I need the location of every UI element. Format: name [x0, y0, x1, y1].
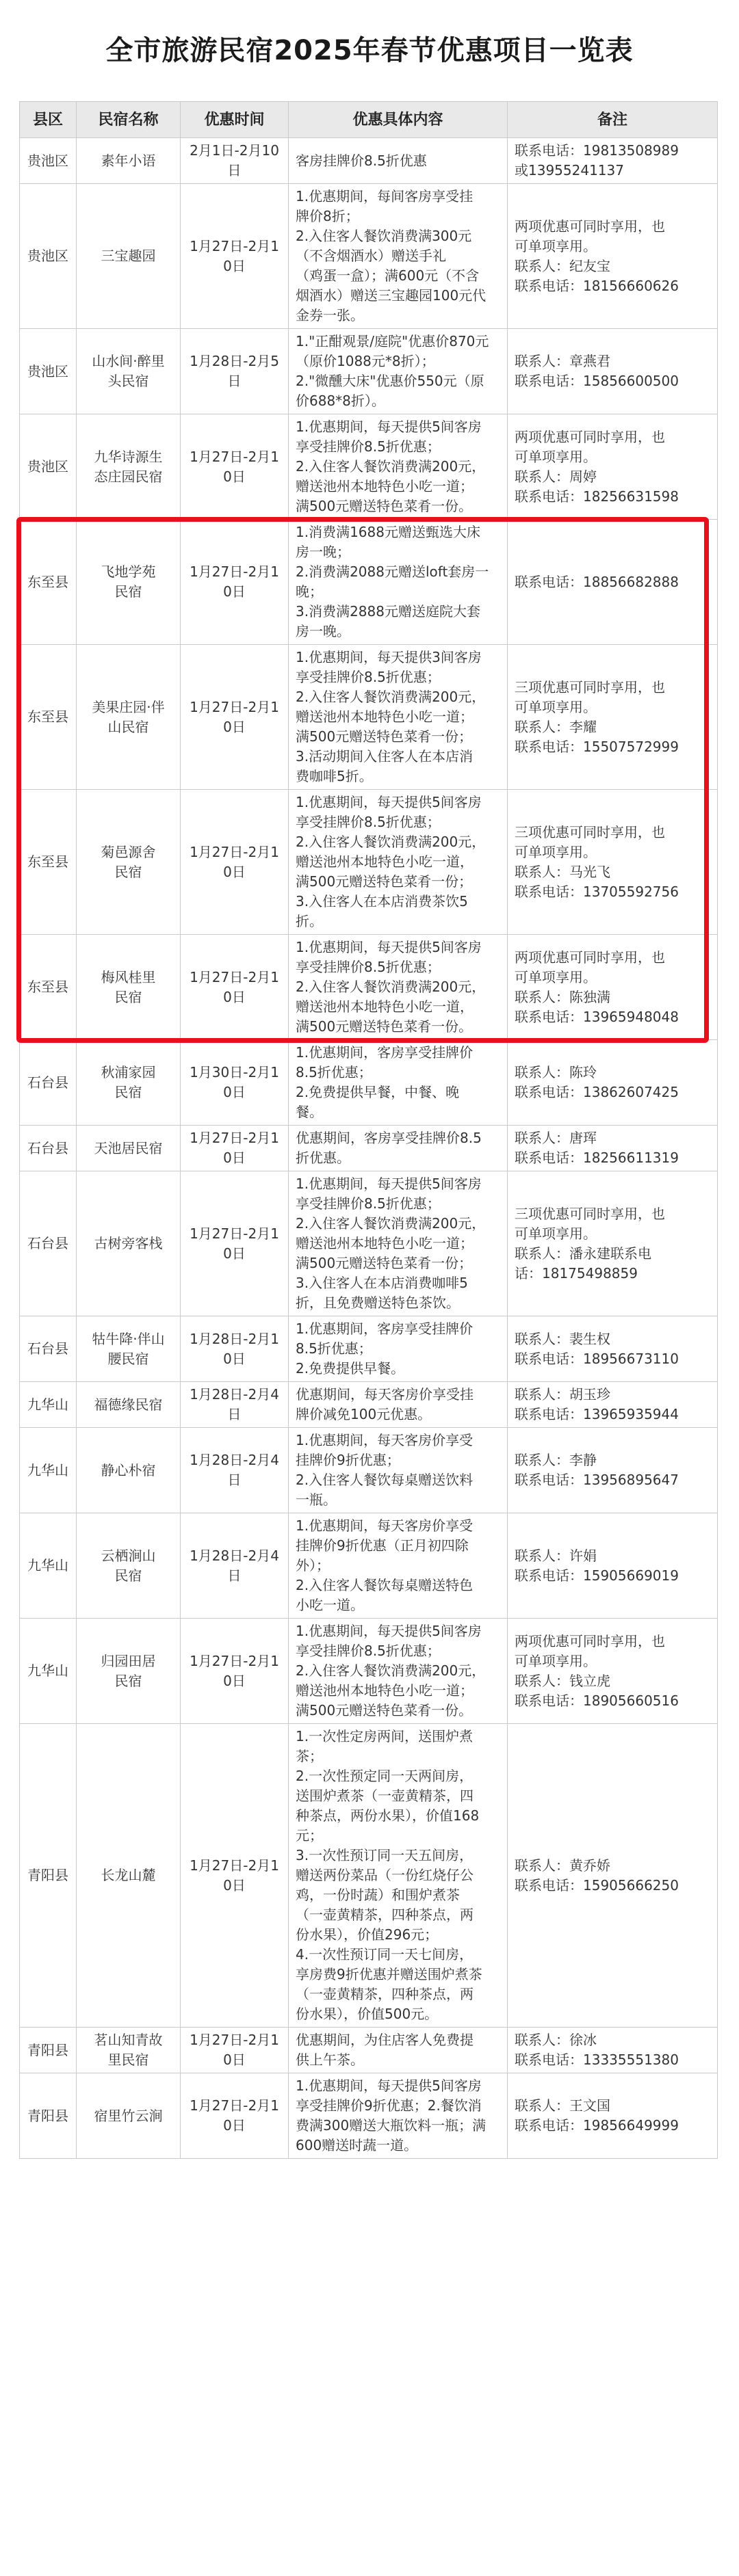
remark-line: 话：18175498859: [515, 1264, 638, 1282]
remark-line: 三项优惠可同时享用，也: [515, 823, 665, 840]
remarks-cell: [508, 2073, 718, 2159]
remarks-cell: [508, 1171, 718, 1316]
offer-detail-line: （原价1088元*8折）；: [296, 353, 435, 369]
homestay-name-line: 云栖涧山: [101, 1547, 156, 1564]
offer-detail-line: 享受挂牌价8.5折优惠；: [296, 814, 441, 830]
county-cell: 贵池区: [20, 414, 77, 520]
remark-line: 联系人：周婷: [515, 468, 597, 485]
remarks-cell: [508, 935, 718, 1040]
homestay-name-line: 民宿: [114, 988, 142, 1005]
offer-detail-line: 2.入住客人餐饮消费满200元，: [296, 689, 486, 705]
offer-period-cell: 1月27日-2月10日: [181, 520, 289, 645]
offer-detail-line: （一壶黄精茶，四种茶点，两: [296, 1986, 474, 2002]
offer-detail-line: 份水果），价值296元；: [296, 1926, 439, 1943]
table-header-row: [20, 102, 718, 138]
county-cell: 东至县: [20, 645, 77, 790]
offer-details-cell: [289, 138, 508, 184]
offer-details-cell: [289, 184, 508, 329]
offer-detail-line: 茶；: [296, 1748, 323, 1764]
offer-detail-line: 8.5折优惠；: [296, 1340, 372, 1357]
offer-period-cell: 1月27日-2月10日: [181, 184, 289, 329]
remark-line: 联系人：唐珲: [515, 1130, 597, 1146]
offer-detail-line: 房一晚。: [296, 623, 350, 639]
offer-detail-line: 1.优惠期间，客房享受挂牌价: [296, 1044, 474, 1061]
offer-detail-line: 份水果），价值500元。: [296, 2006, 439, 2022]
offer-detail-line: 折优惠。: [296, 1150, 350, 1166]
homestay-name-cell: [77, 1316, 181, 1382]
offer-period-cell: 1月27日-2月10日: [181, 414, 289, 520]
offer-detail-line: 4.一次性预订同一天七间房，: [296, 1946, 474, 1963]
offer-detail-line: 金券一张。: [296, 307, 364, 323]
remark-line: 联系人：潘永建联系电: [515, 1245, 651, 1262]
offer-details-cell: [289, 520, 508, 645]
offer-period-cell: 1月28日-2月5日: [181, 329, 289, 414]
remark-line: 联系电话：18856682888: [515, 573, 679, 590]
offer-detail-line: 优惠期间，每天客房价享受挂: [296, 1386, 474, 1403]
offer-detail-line: 元；: [296, 1827, 323, 1844]
offer-detail-line: 赠送池州本地特色小吃一道，: [296, 998, 474, 1015]
offer-detail-line: 享受挂牌价8.5折优惠；: [296, 959, 441, 975]
remarks-cell: [508, 1513, 718, 1619]
table-row: [20, 1316, 718, 1382]
table-row: [20, 1126, 718, 1171]
county-cell: 青阳县: [20, 2028, 77, 2073]
offer-detail-line: 1.优惠期间，每天客房价享受: [296, 1432, 474, 1448]
table-row: [20, 1428, 718, 1513]
offer-detail-line: 餐。: [296, 1104, 323, 1120]
homestay-name-cell: [77, 414, 181, 520]
remark-line: 联系电话：13965935944: [515, 1406, 679, 1422]
offer-detail-line: 2.消费满2088元赠送loft套房一: [296, 563, 489, 580]
remark-line: 联系人：李耀: [515, 718, 597, 735]
offer-detail-line: 600赠送时蔬一道。: [296, 2137, 418, 2153]
offer-detail-line: 2.入住客人餐饮每桌赠送饮料: [296, 1472, 474, 1488]
homestay-name-line: 民宿: [114, 863, 142, 880]
homestay-name-line: 三宝趣园: [101, 248, 156, 264]
offer-period-cell: 1月28日-2月4日: [181, 1513, 289, 1619]
header-time: 优惠时间: [181, 102, 289, 138]
offer-detail-line: 挂牌价9折优惠；: [296, 1452, 400, 1468]
offer-detail-line: （鸡蛋一盒）；满600元（不含: [296, 267, 480, 284]
offer-detail-line: 2."微醺大床"优惠价550元（原: [296, 373, 484, 389]
header-name: 民宿名称: [77, 102, 181, 138]
homestay-name-cell: [77, 520, 181, 645]
offer-period-cell: 2月1日-2月10日: [181, 138, 289, 184]
homestay-name-cell: [77, 935, 181, 1040]
remarks-cell: [508, 184, 718, 329]
offer-detail-line: 送围炉煮茶（一壶黄精茶，四: [296, 1788, 474, 1804]
county-cell: 贵池区: [20, 138, 77, 184]
remark-line: 联系人：章燕君: [515, 353, 610, 369]
offer-detail-line: 满500元赠送特色菜肴一份；: [296, 873, 473, 890]
remarks-cell: [508, 645, 718, 790]
remark-line: 可单项享用。: [515, 237, 597, 254]
remarks-cell: [508, 414, 718, 520]
remark-line: 联系电话：13705592756: [515, 883, 679, 900]
county-cell: 青阳县: [20, 2073, 77, 2159]
table-body: [20, 138, 718, 2159]
table-row: [20, 329, 718, 414]
homestay-name-line: 态庄园民宿: [94, 468, 163, 485]
offer-period-cell: 1月27日-2月10日: [181, 2028, 289, 2073]
offer-detail-line: 客房挂牌价8.5折优惠: [296, 152, 427, 169]
offer-detail-line: 供上午茶。: [296, 2051, 364, 2068]
remark-line: 或13955241137: [515, 162, 624, 178]
offer-detail-line: 折。: [296, 913, 323, 929]
homestay-name-line: 牯牛降·伴山: [92, 1330, 165, 1347]
county-cell: 东至县: [20, 790, 77, 935]
homestay-name-line: 飞地学苑: [101, 563, 156, 580]
remark-line: 联系电话：15905669019: [515, 1567, 679, 1584]
offer-detail-line: 1.优惠期间，每天提供5间客房: [296, 939, 482, 955]
homestay-name-cell: [77, 1428, 181, 1513]
offer-detail-line: 优惠期间，为住店客人免费提: [296, 2032, 474, 2048]
offer-detail-line: 1.优惠期间，每天提供5间客房: [296, 794, 482, 810]
header-notes: 备注: [508, 102, 718, 138]
offer-details-cell: [289, 1040, 508, 1126]
offer-detail-line: 赠送池州本地特色小吃一道，: [296, 853, 474, 870]
homestay-name-line: 茗山知青故: [94, 2032, 163, 2048]
offer-detail-line: 种茶点，两份水果），价值168: [296, 1807, 480, 1824]
remark-line: 联系电话：18256611319: [515, 1150, 679, 1166]
county-cell: 石台县: [20, 1316, 77, 1382]
homestay-name-cell: [77, 790, 181, 935]
remark-line: 联系电话：15507572999: [515, 738, 679, 755]
remarks-cell: [508, 2028, 718, 2073]
offer-details-cell: [289, 1126, 508, 1171]
table-row: [20, 645, 718, 790]
remark-line: 联系人：裴生权: [515, 1330, 610, 1347]
homestay-name-cell: [77, 1171, 181, 1316]
homestay-name-cell: [77, 1724, 181, 2028]
homestay-name-line: 美果庄园·伴: [92, 698, 165, 715]
offer-period-cell: 1月27日-2月10日: [181, 935, 289, 1040]
offer-period-cell: 1月27日-2月10日: [181, 1126, 289, 1171]
offer-period-cell: 1月27日-2月10日: [181, 2073, 289, 2159]
offer-details-cell: [289, 1316, 508, 1382]
offer-detail-line: 1.一次性定房两间，送围炉煮: [296, 1728, 474, 1744]
homestay-name-cell: [77, 2073, 181, 2159]
offer-detail-line: 烟酒水）赠送三宝趣园100元代: [296, 287, 487, 304]
remark-line: 两项优惠可同时享用，也: [515, 1632, 665, 1649]
homestay-name-line: 民宿: [114, 1672, 142, 1689]
offer-detail-line: 2.一次性预定同一天两间房，: [296, 1768, 474, 1784]
remark-line: 联系电话：18156660626: [515, 277, 679, 294]
offer-details-cell: [289, 645, 508, 790]
remarks-cell: [508, 1428, 718, 1513]
offer-period-cell: 1月27日-2月10日: [181, 1619, 289, 1724]
offer-details-cell: [289, 2073, 508, 2159]
offer-detail-line: 1.消费满1688元赠送甄选大床: [296, 524, 480, 540]
homestay-name-line: 里民宿: [107, 2051, 149, 2068]
offer-detail-line: 2.入住客人餐饮每桌赠送特色: [296, 1577, 474, 1593]
homestay-name-line: 长龙山麓: [101, 1867, 156, 1883]
offer-detail-line: 2.入住客人餐饮消费满200元，: [296, 979, 486, 995]
table-row: [20, 1382, 718, 1428]
table-row: [20, 184, 718, 329]
offer-detail-line: 费咖啡5折。: [296, 768, 373, 784]
remark-line: 联系电话：13965948048: [515, 1008, 679, 1025]
remark-line: 联系电话：19856649999: [515, 2117, 679, 2134]
county-cell: 石台县: [20, 1171, 77, 1316]
offer-detail-line: 2.免费提供早餐，中餐、晚: [296, 1084, 460, 1100]
offer-details-cell: [289, 935, 508, 1040]
remarks-cell: [508, 1382, 718, 1428]
offer-details-cell: [289, 1382, 508, 1428]
offer-detail-line: 1.优惠期间，每天提供5间客房: [296, 419, 482, 435]
remark-line: 两项优惠可同时享用，也: [515, 948, 665, 966]
homestay-name-line: 梅风桂里: [101, 968, 156, 985]
remark-line: 联系电话：15856600500: [515, 373, 679, 389]
offer-detail-line: 满500元赠送特色菜肴一份；: [296, 1255, 473, 1271]
offer-detail-line: 2.入住客人餐饮消费满300元: [296, 228, 472, 244]
table-row: [20, 1040, 718, 1126]
county-cell: 九华山: [20, 1619, 77, 1724]
offer-detail-line: 挂牌价9折优惠（正月初四除: [296, 1537, 469, 1554]
remark-line: 联系人：陈独满: [515, 988, 610, 1005]
remark-line: 联系电话：18956673110: [515, 1350, 679, 1367]
homestay-name-line: 山民宿: [107, 718, 149, 735]
remark-line: 两项优惠可同时享用，也: [515, 217, 665, 235]
remark-line: 三项优惠可同时享用，也: [515, 1205, 665, 1222]
offer-detail-line: 一瓶。: [296, 1491, 337, 1508]
offer-detail-line: 2.入住客人餐饮消费满200元，: [296, 458, 486, 475]
remarks-cell: [508, 520, 718, 645]
remark-line: 联系人：钱立虎: [515, 1672, 610, 1689]
homestay-name-line: 山水间·醉里: [92, 353, 165, 369]
page-title: 全市旅游民宿2025年春节优惠项目一览表: [105, 35, 634, 66]
table-row: [20, 1724, 718, 2028]
offer-detail-line: 折，且免费赠送特色茶饮。: [296, 1294, 460, 1311]
offer-details-cell: [289, 1428, 508, 1513]
offer-details-cell: [289, 1619, 508, 1724]
remarks-cell: [508, 1126, 718, 1171]
remark-line: 联系电话：13335551380: [515, 2051, 679, 2068]
header-county: 县区: [20, 102, 77, 138]
offer-detail-line: 享受挂牌价8.5折优惠；: [296, 1195, 441, 1212]
offer-detail-line: （不含烟酒水）赠送手礼: [296, 248, 446, 264]
offer-detail-line: 赠送池州本地特色小吃一道；: [296, 478, 474, 494]
offer-period-cell: 1月30日-2月10日: [181, 1040, 289, 1126]
table-row: [20, 2073, 718, 2159]
county-cell: 九华山: [20, 1428, 77, 1513]
homestay-name-line: 归园田居: [101, 1652, 156, 1669]
remark-line: 联系人：许娟: [515, 1547, 597, 1564]
homestay-name-cell: [77, 329, 181, 414]
offer-details-cell: [289, 1171, 508, 1316]
homestay-name-cell: [77, 1513, 181, 1619]
offer-details-cell: [289, 414, 508, 520]
offer-detail-line: 牌价8折；: [296, 208, 359, 224]
homestay-name-line: 素年小语: [101, 152, 156, 169]
offer-details-cell: [289, 1513, 508, 1619]
remark-line: 联系人：胡玉珍: [515, 1386, 610, 1403]
county-cell: 九华山: [20, 1382, 77, 1428]
offer-period-cell: 1月28日-2月4日: [181, 1428, 289, 1513]
remark-line: 联系人：陈玲: [515, 1064, 597, 1080]
homestay-name-line: 菊邑源舍: [101, 843, 156, 860]
table-row: [20, 520, 718, 645]
county-cell: 东至县: [20, 520, 77, 645]
offer-detail-line: 3.入住客人在本店消费茶饮5: [296, 893, 468, 909]
table-row: [20, 2028, 718, 2073]
offer-detail-line: 3.消费满2888元赠送庭院大套: [296, 603, 480, 620]
offer-detail-line: 满500元赠送特色菜肴一份。: [296, 1018, 473, 1035]
offer-details-cell: [289, 2028, 508, 2073]
offer-detail-line: 享房费9折优惠并赠送围炉煮茶: [296, 1966, 482, 1982]
offer-detail-line: 1.优惠期间，每天提供3间客房: [296, 649, 482, 665]
remark-line: 可单项享用。: [515, 1652, 597, 1669]
offer-period-cell: 1月27日-2月10日: [181, 1171, 289, 1316]
offer-details-cell: [289, 790, 508, 935]
homestay-name-cell: [77, 2028, 181, 2073]
remark-line: 联系电话：18905660516: [515, 1692, 679, 1709]
offer-detail-line: 优惠期间，客房享受挂牌价8.5: [296, 1130, 482, 1146]
offer-detail-line: 晚；: [296, 583, 323, 600]
offer-detail-line: 外）；: [296, 1557, 330, 1574]
offer-detail-line: 赠送两份菜品（一份红烧仔公: [296, 1867, 474, 1883]
offer-period-cell: 1月27日-2月10日: [181, 645, 289, 790]
offer-detail-line: （一壶黄精茶，四种茶点，两: [296, 1907, 474, 1923]
remark-line: 三项优惠可同时享用，也: [515, 678, 665, 695]
offer-detail-line: 1.优惠期间，每天提供5间客房: [296, 1623, 482, 1639]
remarks-cell: [508, 1040, 718, 1126]
table-row: [20, 790, 718, 935]
remarks-cell: [508, 1619, 718, 1724]
homestay-name-line: 民宿: [114, 1084, 142, 1100]
remarks-cell: [508, 138, 718, 184]
offer-detail-line: 3.一次性预订同一天五间房，: [296, 1847, 474, 1863]
homestay-name-line: 古树旁客栈: [94, 1235, 163, 1251]
county-cell: 东至县: [20, 935, 77, 1040]
table-row: [20, 1619, 718, 1724]
offer-detail-line: 2.入住客人餐饮消费满200元，: [296, 834, 486, 850]
homestay-name-line: 头民宿: [107, 373, 149, 389]
remark-line: 联系电话：13956895647: [515, 1472, 679, 1488]
offer-details-cell: [289, 329, 508, 414]
offer-detail-line: 满500元赠送特色菜肴一份。: [296, 1702, 473, 1718]
remark-line: 可单项享用。: [515, 448, 597, 465]
remarks-cell: [508, 1316, 718, 1382]
homestay-name-cell: [77, 1382, 181, 1428]
offer-detail-line: 1.优惠期间，每天提供5间客房: [296, 1176, 482, 1192]
homestay-name-cell: [77, 1619, 181, 1724]
homestay-name-line: 宿里竹云涧: [94, 2107, 163, 2124]
offer-detail-line: 1."正酣观景/庭院"优惠价870元: [296, 333, 489, 349]
remark-line: 联系电话：18256631598: [515, 488, 679, 505]
table-row: [20, 1171, 718, 1316]
remark-line: 联系电话：13862607425: [515, 1084, 679, 1100]
homestay-name-line: 静心朴宿: [101, 1461, 156, 1478]
offer-detail-line: 2.入住客人餐饮消费满200元，: [296, 1662, 486, 1679]
offer-detail-line: 价688*8折）。: [296, 393, 385, 409]
offer-detail-line: 满500元赠送特色菜肴一份。: [296, 498, 473, 514]
remark-line: 两项优惠可同时享用，也: [515, 428, 665, 445]
offer-detail-line: 2.入住客人餐饮消费满200元，: [296, 1215, 486, 1232]
offer-detail-line: 鸡，一份时蔬）和围炉煮茶: [296, 1887, 460, 1903]
remark-line: 联系人：王文国: [515, 2097, 610, 2114]
county-cell: 贵池区: [20, 329, 77, 414]
offer-detail-line: 满500元赠送特色菜肴一份；: [296, 728, 473, 745]
offer-period-cell: 1月27日-2月10日: [181, 1724, 289, 2028]
county-cell: 九华山: [20, 1513, 77, 1619]
offer-detail-line: 赠送池州本地特色小吃一道；: [296, 1682, 474, 1699]
homestay-name-line: 民宿: [114, 583, 142, 600]
offer-detail-line: 1.优惠期间，每间客房享受挂: [296, 188, 474, 204]
remarks-cell: [508, 1724, 718, 2028]
offers-table: [19, 101, 718, 2159]
remark-line: 联系人：李静: [515, 1452, 597, 1468]
offer-detail-line: 享受挂牌价8.5折优惠；: [296, 1643, 441, 1659]
offer-detail-line: 赠送池州本地特色小吃一道；: [296, 708, 474, 725]
offer-detail-line: 2.免费提供早餐。: [296, 1360, 405, 1377]
offer-detail-line: 8.5折优惠；: [296, 1064, 372, 1080]
county-cell: 石台县: [20, 1126, 77, 1171]
remark-line: 联系人：黄乔娇: [515, 1857, 610, 1874]
offer-detail-line: 享受挂牌价8.5折优惠；: [296, 438, 441, 455]
remark-line: 可单项享用。: [515, 698, 597, 715]
homestay-name-line: 民宿: [114, 1567, 142, 1584]
offer-detail-line: 小吃一道。: [296, 1597, 364, 1613]
county-cell: 青阳县: [20, 1724, 77, 2028]
offer-detail-line: 房一晚；: [296, 544, 350, 560]
header-details: 优惠具体内容: [289, 102, 508, 138]
table-row: [20, 1513, 718, 1619]
table-row: [20, 138, 718, 184]
offer-detail-line: 1.优惠期间，每天提供5间客房: [296, 2077, 482, 2094]
homestay-name-line: 福德缘民宿: [94, 1396, 163, 1413]
remark-line: 联系人：徐冰: [515, 2032, 597, 2048]
remarks-cell: [508, 790, 718, 935]
homestay-name-line: 九华诗源生: [94, 448, 163, 465]
homestay-name-cell: [77, 138, 181, 184]
offer-details-cell: [289, 1724, 508, 2028]
homestay-name-cell: [77, 184, 181, 329]
homestay-name-cell: [77, 645, 181, 790]
remark-line: 联系人：纪友宝: [515, 257, 610, 274]
offer-detail-line: 3.入住客人在本店消费咖啡5: [296, 1275, 468, 1291]
offer-detail-line: 享受挂牌价8.5折优惠；: [296, 669, 441, 685]
offer-period-cell: 1月28日-2月4日: [181, 1382, 289, 1428]
offer-detail-line: 1.优惠期间，每天客房价享受: [296, 1517, 474, 1534]
remarks-cell: [508, 329, 718, 414]
table-row: [20, 414, 718, 520]
offer-detail-line: 赠送池州本地特色小吃一道；: [296, 1235, 474, 1251]
remark-line: 联系电话：15905666250: [515, 1876, 679, 1894]
offer-detail-line: 牌价减免100元优惠。: [296, 1406, 432, 1422]
offer-detail-line: 费满300赠送大瓶饮料一瓶；满: [296, 2117, 487, 2134]
homestay-name-line: 腰民宿: [107, 1350, 149, 1367]
offer-detail-line: 享受挂牌价9折优惠；2.餐饮消: [296, 2097, 482, 2114]
homestay-name-cell: [77, 1040, 181, 1126]
homestay-name-line: 天池居民宿: [94, 1139, 163, 1156]
remark-line: 可单项享用。: [515, 968, 597, 985]
remark-line: 联系人：马光飞: [515, 863, 610, 880]
offer-period-cell: 1月27日-2月10日: [181, 790, 289, 935]
offer-period-cell: 1月28日-2月10日: [181, 1316, 289, 1382]
homestay-name-cell: [77, 1126, 181, 1171]
offer-detail-line: 1.优惠期间，客房享受挂牌价: [296, 1320, 474, 1337]
county-cell: 石台县: [20, 1040, 77, 1126]
table-row: [20, 935, 718, 1040]
remark-line: 联系电话：19813508989: [515, 142, 679, 159]
homestay-name-line: 秋浦家园: [101, 1064, 156, 1080]
county-cell: 贵池区: [20, 184, 77, 329]
remark-line: 可单项享用。: [515, 843, 597, 860]
remark-line: 可单项享用。: [515, 1225, 597, 1242]
offer-detail-line: 3.活动期间入住客人在本店消: [296, 748, 474, 765]
